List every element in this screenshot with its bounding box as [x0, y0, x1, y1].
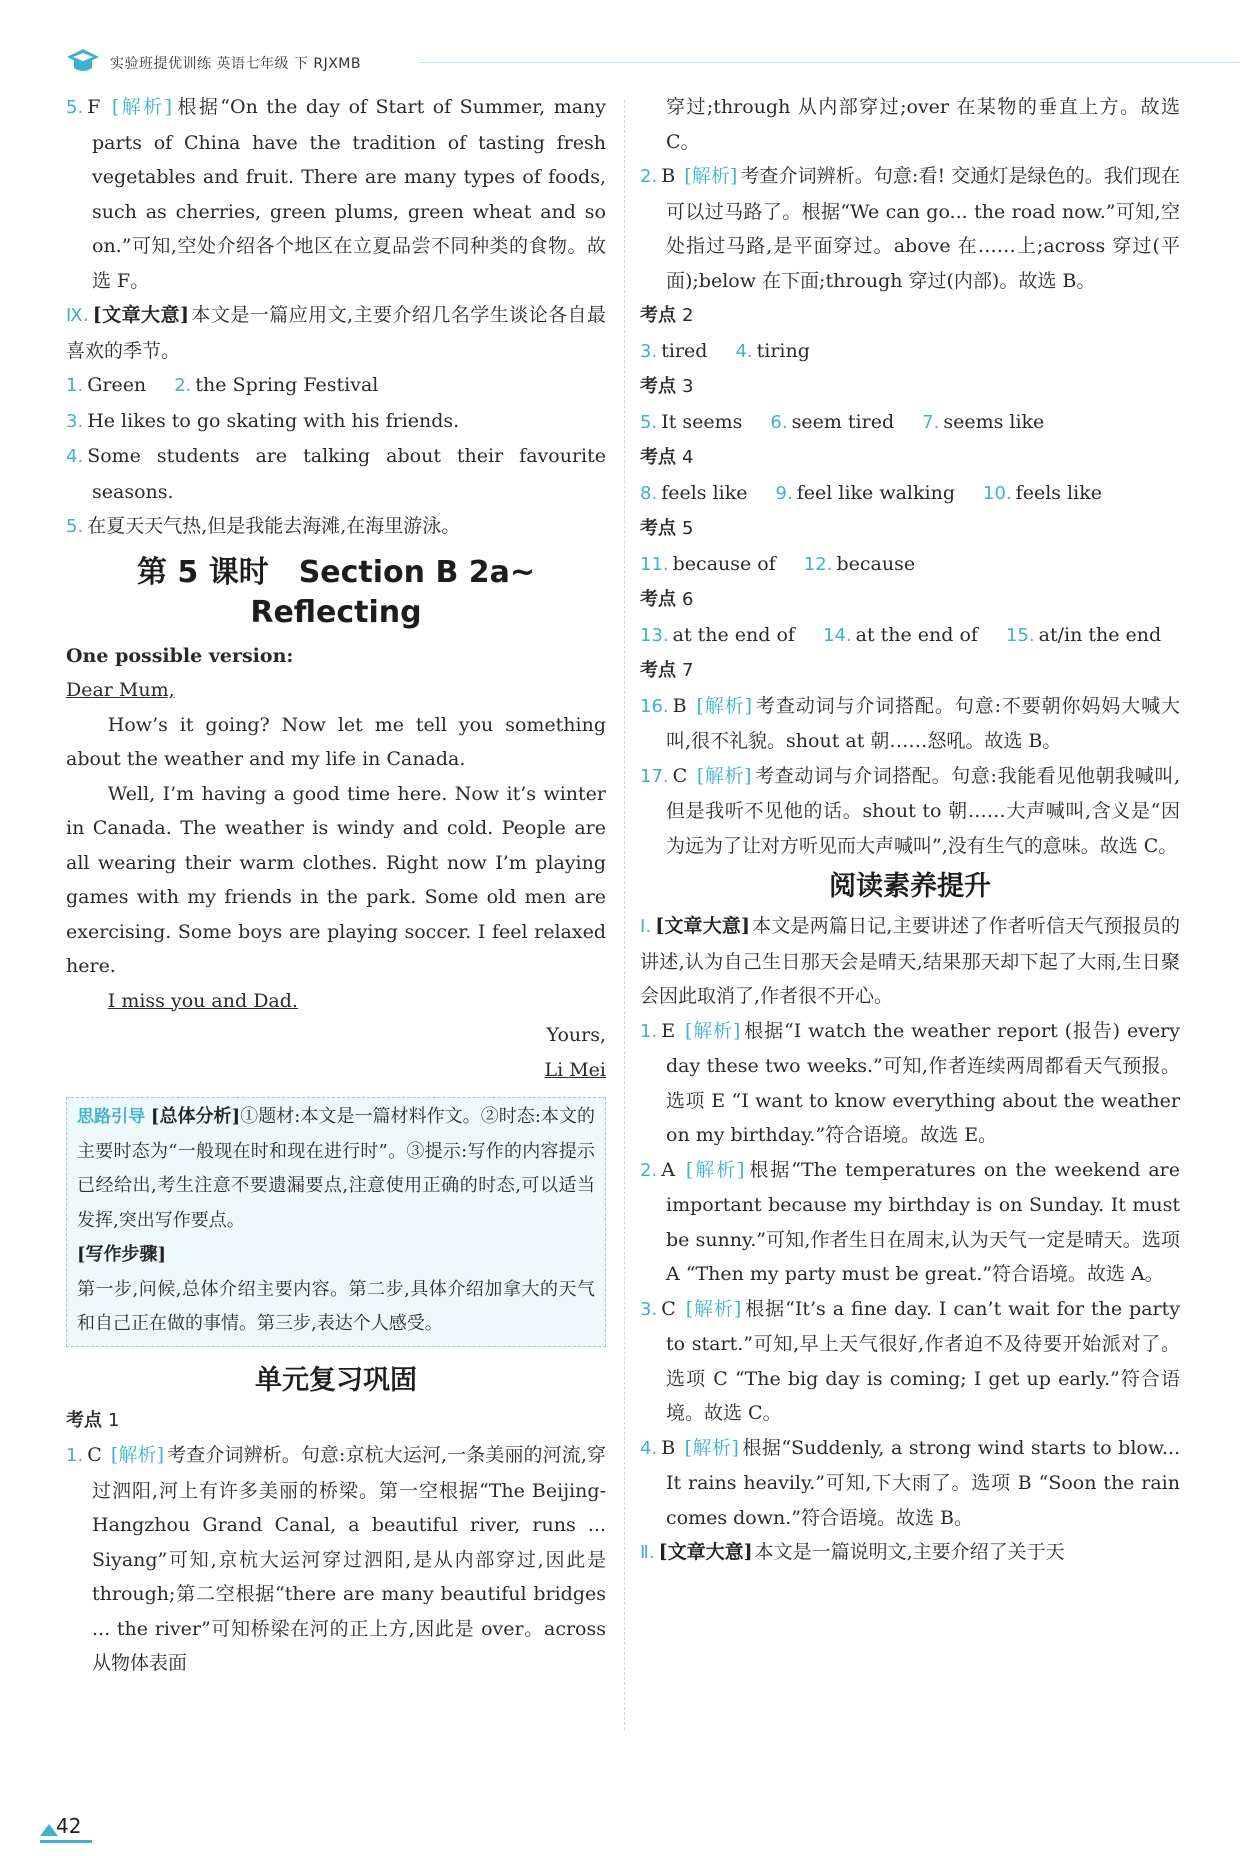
summary-text: 本文是两篇日记,主要讲述了作者听信天气预报员的讲述,认为自己生日那天会是晴天,结果那天却下起了大雨,生日聚会因此取消了,作者很不开心。	[640, 915, 1181, 1007]
kaodian-label: 考点	[640, 660, 676, 681]
analysis-tag: [解析]	[110, 1444, 165, 1466]
answer-4	[66, 439, 606, 509]
analysis-tag: [解析]	[111, 96, 172, 118]
header-rule	[420, 62, 1240, 63]
question-number: 12.	[803, 553, 833, 575]
summary-text: 本文是一篇说明文,主要介绍了关于天	[754, 1541, 1065, 1563]
answer: A	[661, 1158, 675, 1181]
analysis-tag: [解析]	[684, 165, 738, 187]
question-number: 4.	[640, 1437, 658, 1459]
reading-question-1	[640, 1014, 1180, 1153]
answer: E	[661, 1019, 676, 1042]
analysis-tag: [解析]	[696, 694, 753, 717]
summary-tag: [文章大意]	[655, 915, 751, 937]
kaodian-number: 1	[108, 1409, 120, 1431]
letter-signature: Li Mei	[544, 1058, 606, 1081]
answer: C	[87, 1444, 102, 1466]
tip-overall-analysis	[77, 1100, 595, 1238]
kaodian-number: 6	[682, 589, 694, 610]
kaodian-2	[640, 298, 1180, 334]
question-number: 17.	[640, 765, 669, 787]
answer: B	[661, 1436, 676, 1459]
answers-1-2	[66, 368, 606, 404]
section-ix-summary	[66, 298, 606, 368]
question-number: 4.	[735, 340, 753, 362]
review-question-1-continued: 穿过;through 从内部穿过;over 在某物的垂直上方。故选 C。	[666, 96, 1180, 153]
kaodian-5	[640, 511, 1180, 547]
answer: at the end of	[672, 623, 795, 646]
answer: because	[836, 552, 916, 575]
letter-paragraph-3: I miss you and Dad.	[107, 989, 298, 1012]
question-number: 3.	[640, 1298, 658, 1320]
kaodian-label: 考点	[66, 1409, 102, 1431]
review-question-1	[66, 1438, 606, 1681]
kaodian-3	[640, 369, 1180, 405]
question-number: 1.	[66, 1445, 84, 1466]
answer: at the end of	[855, 623, 978, 646]
question-number: 3.	[66, 410, 84, 432]
question-number: 14.	[823, 624, 852, 646]
page-header	[60, 44, 1180, 84]
analysis-text: 考查介词辨析。句意:看! 交通灯是绿色的。我们现在可以过马路了。根据“We can go... the road now.”可知,空处指过马路,是平面穿过。above 在……上;across 穿过(平面);below 在下面;through 穿过(内部)。故选 B。	[666, 165, 1180, 292]
summary-text: 本文是一篇应用文,主要介绍几名学生谈论各自最喜欢的季节。	[66, 304, 607, 362]
analysis-tag: [解析]	[696, 764, 752, 787]
answers-3-4	[640, 334, 1180, 370]
tip-writing-steps	[77, 1238, 595, 1342]
answer: B	[661, 165, 676, 187]
answer: the Spring Festival	[195, 374, 379, 396]
question-number: 8.	[640, 482, 658, 504]
question-number: 3.	[640, 340, 658, 362]
question-number: 5.	[66, 516, 84, 537]
analysis-text: 根据“On the day of Start of Summer, many parts of China have the tradition of tasting fresh vegetables and fruit. There are many types of foods, such as cherries, green plums, green wheat and so on.”可知,空处介绍各个地区在立夏品尝不同种类的食物。故选 F。	[92, 96, 607, 292]
analysis-tag: [解析]	[685, 1158, 745, 1181]
summary-tag: [文章大意]	[658, 1541, 753, 1563]
question-number: 6.	[770, 411, 788, 433]
kaodian-number: 2	[682, 305, 694, 326]
analysis-text: 根据“I watch the weather report (报告) every day these two weeks.”可知,作者连续两周都看天气预报。选项 E “I want to know everything about the weather on my birthday.”符合语境。故选 E。	[666, 1019, 1180, 1146]
question-number: 15.	[1006, 624, 1035, 646]
letter-greeting: Dear Mum,	[66, 679, 175, 701]
tip-tag: [写作步骤]	[77, 1244, 167, 1265]
answer: seems like	[943, 410, 1045, 433]
review-section-title: 单元复习巩固	[255, 1364, 417, 1396]
reading-section-title: 阅读素养提升	[829, 871, 991, 902]
answer: feel like walking	[796, 481, 955, 504]
letter-paragraph-2: Well, I’m having a good time here. Now it’s winter in Canada. The weather is windy and cold. People are all wearing their warm clothes. Right now I’m playing games with my friends in the park. Some old men are exercising. Some boys are playing soccer. I feel relaxed here.	[66, 782, 606, 977]
left-column	[66, 90, 606, 1681]
tip-title: 思路引导	[77, 1107, 146, 1127]
version-label: One possible version:	[66, 644, 294, 667]
answer: It seems	[661, 410, 743, 433]
answer: C	[661, 1297, 676, 1320]
answer: feels like	[1015, 481, 1102, 504]
question-number: 11.	[640, 553, 669, 575]
lesson-title	[66, 553, 606, 633]
answers-11-12	[640, 547, 1180, 583]
section-number: Ⅱ.	[640, 1542, 655, 1563]
question-number: 10.	[983, 482, 1012, 504]
answer: tired	[661, 339, 708, 362]
answers-5-7	[640, 405, 1180, 441]
book-title: 实验班提优训练 英语七年级 下 RJXMB	[110, 56, 361, 72]
writing-tip-box	[66, 1097, 606, 1347]
question-16	[640, 689, 1180, 759]
kaodian-4	[640, 440, 1180, 476]
analysis-text: 根据“It’s a fine day. I can’t wait for the party to start.”可知,早上天气很好,作者迫不及待要开始派对了。选项 C “The big day is coming; I get up early.”符合语境。故选 C。	[666, 1297, 1180, 1424]
tip-text: 第一步,问候,总体介绍主要内容。第二步,具体介绍加拿大的天气和自己正在做的事情。第三步,表达个人感受。	[77, 1278, 595, 1334]
question-number: 16.	[640, 695, 669, 717]
section-number: Ⅰ.	[640, 916, 652, 937]
answer: because of	[672, 552, 776, 575]
lesson-title-line2: Reflecting	[250, 594, 422, 630]
answer: B	[672, 694, 687, 717]
kaodian-number: 4	[682, 447, 694, 468]
kaodian-7	[640, 653, 1180, 689]
reading-question-2	[640, 1153, 1180, 1292]
question-5	[66, 90, 606, 298]
analysis-text: 考查介词辨析。句意:京杭大运河,一条美丽的河流,穿过泗阳,河上有许多美丽的桥梁。第一空根据“The Beijing-Hangzhou Grand Canal, a beautiful river, runs ... Siyang”可知,京杭大运河穿过泗阳,是从内部穿过,因此是 through;第二空根据“there are many beautiful bridges ... the river”可知桥梁在河的正上方,因此是 over。across 从物体表面	[92, 1444, 607, 1674]
page-number-underline	[40, 1840, 92, 1843]
letter-paragraph-1: How’s it going? Now let me tell you something about the weather and my life in Canada.	[66, 713, 606, 770]
answers-8-10	[640, 476, 1180, 512]
question-number: 5.	[640, 411, 658, 433]
analysis-tag: [解析]	[684, 1436, 739, 1459]
page-number: 42	[56, 1814, 82, 1838]
question-number: 1.	[66, 375, 84, 396]
reading-question-4	[640, 1431, 1180, 1536]
answer: Some students are talking about their favourite seasons.	[87, 445, 606, 503]
page-footer	[40, 1812, 100, 1846]
analysis-text: 考查动词与介词搭配。句意:不要朝你妈妈大喊大叫,很不礼貌。shout at 朝……怒吼。故选 B。	[666, 694, 1181, 752]
lesson-title-line1: 第 5 课时 Section B 2a~	[136, 554, 536, 590]
graduation-cap-logo-icon	[66, 46, 100, 76]
question-number: 9.	[775, 482, 793, 504]
question-number: 5.	[66, 97, 84, 118]
right-column	[640, 90, 1180, 1571]
kaodian-label: 考点	[640, 376, 676, 397]
analysis-text: 根据“The temperatures on the weekend are important because my birthday is on Sunday. It must be sunny.”可知,作者生日在周末,认为天气一定是晴天。选项 A “Then my party must be great.”符合语境。故选 A。	[666, 1158, 1180, 1285]
reading-question-3	[640, 1292, 1180, 1431]
answer: feels like	[661, 481, 748, 504]
answer: F	[87, 96, 101, 118]
summary-tag: [文章大意]	[92, 304, 189, 326]
question-number: 7.	[922, 411, 940, 433]
tip-text: ①题材:本文是一篇材料作文。②时态:本文的主要时态为“一般现在时和现在进行时”。③提示:写作的内容提示已经给出,考生注意不要遗漏要点,注意使用正确的时态,可以适当发挥,突出写作要点。	[77, 1106, 595, 1231]
kaodian-number: 3	[682, 376, 694, 397]
kaodian-label: 考点	[640, 589, 676, 610]
kaodian-label: 考点	[640, 447, 676, 468]
question-number: 2.	[640, 1159, 658, 1181]
tip-tag: [总体分析]	[150, 1106, 241, 1127]
kaodian-1	[66, 1403, 606, 1439]
analysis-text: 考查动词与介词搭配。句意:我能看见他朝我喊叫,但是我听不见他的话。shout to 朝……大声喊叫,含义是“因为远为了让对方听见而大声喊叫”,没有生气的意味。故选 C。	[666, 764, 1181, 857]
question-number: 1.	[640, 1020, 658, 1042]
answer: 在夏天天气热,但是我能去海滩,在海里游泳。	[87, 515, 461, 537]
column-divider	[624, 100, 625, 1730]
analysis-text: 根据“Suddenly, a strong wind starts to blow... It rains heavily.”可知,下大雨了。选项 B “Soon the rain comes down.”符合语境。故选 B。	[666, 1436, 1180, 1529]
question-17	[640, 759, 1180, 864]
answers-13-15	[640, 618, 1180, 654]
section-number: Ⅸ.	[66, 305, 89, 326]
question-number: 4.	[66, 446, 84, 467]
question-number: 2.	[174, 375, 192, 396]
kaodian-label: 考点	[640, 305, 676, 326]
letter-closing: Yours,	[546, 1024, 606, 1046]
answer: seem tired	[791, 410, 895, 433]
reading-ii-summary	[640, 1535, 1180, 1571]
review-question-2	[640, 159, 1180, 298]
question-number: 2.	[640, 166, 658, 187]
answer-5	[66, 509, 606, 545]
reading-i-summary	[640, 909, 1180, 1014]
kaodian-number: 7	[682, 660, 694, 681]
answer: at/in the end	[1038, 623, 1162, 646]
kaodian-label: 考点	[640, 518, 676, 539]
answer: tiring	[756, 339, 810, 362]
analysis-tag: [解析]	[685, 1297, 742, 1320]
analysis-tag: [解析]	[684, 1019, 741, 1042]
kaodian-number: 5	[682, 518, 694, 539]
kaodian-6	[640, 582, 1180, 618]
answer-3	[66, 404, 606, 440]
answer: Green	[87, 374, 147, 396]
answer: C	[672, 764, 688, 787]
question-number: 13.	[640, 624, 669, 646]
answer: He likes to go skating with his friends.	[87, 409, 460, 432]
